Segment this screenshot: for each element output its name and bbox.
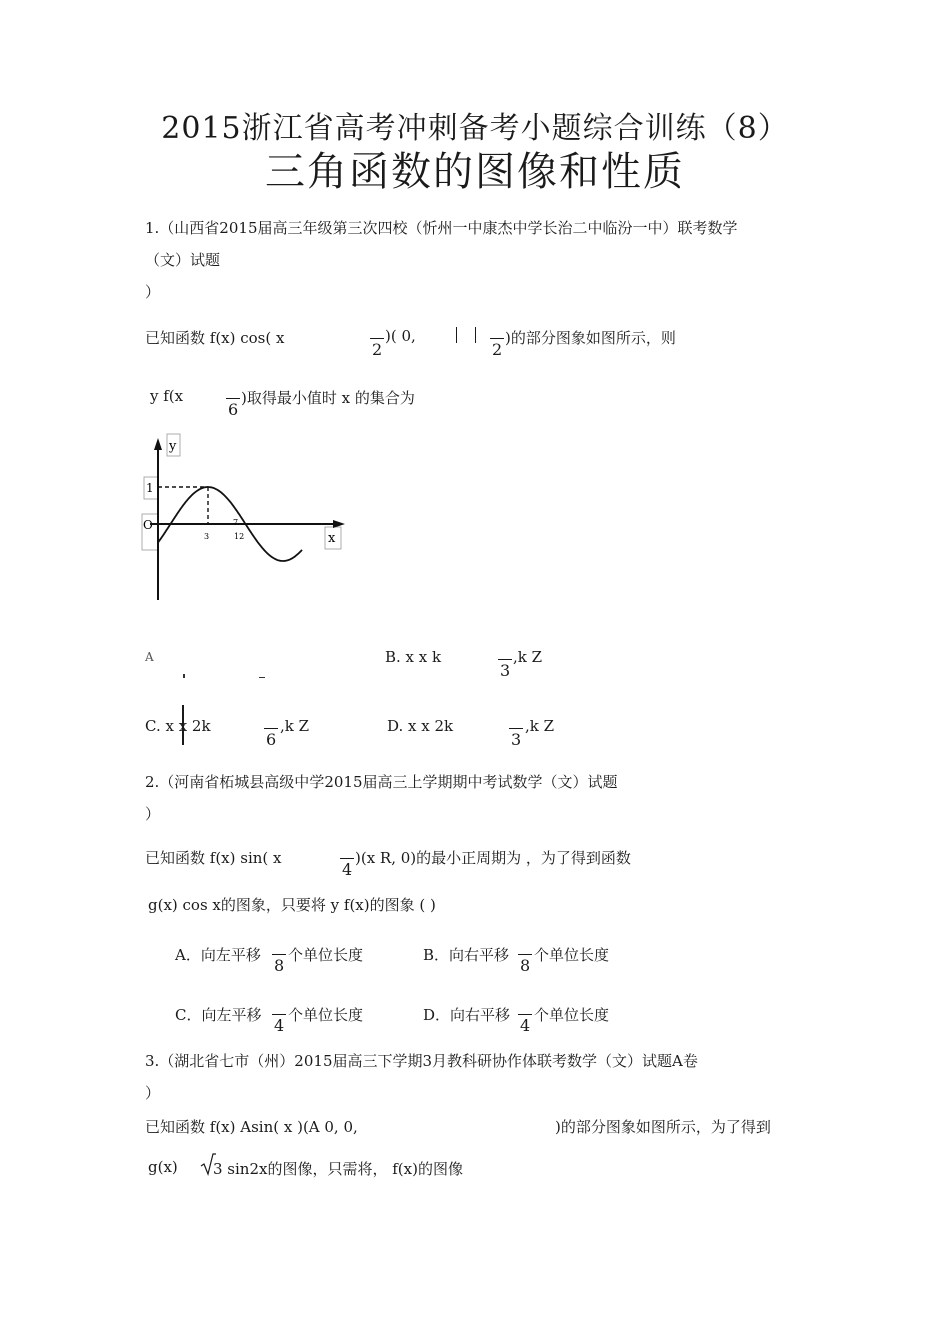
q1-option-c-den: 6	[266, 730, 277, 749]
q2-line2: g(x) cos x的图象，只要将 y f(x)的图象 ( )	[148, 896, 436, 914]
q1-frac-bar	[370, 338, 384, 339]
q3-line2-b: 3 sin2x的图像，只需将， f(x)的图像	[213, 1160, 463, 1178]
q1-source-cont: （文）试题	[145, 251, 221, 269]
q3-line2-a: g(x)	[148, 1158, 178, 1176]
graph-one-label: 1	[146, 481, 154, 495]
page-title: 2015浙江省高考冲刺备考小题综合训练（8）	[161, 111, 789, 146]
q1-abs-bar	[475, 327, 476, 343]
q1-frac-bar	[490, 338, 504, 339]
q2-frac-bar	[272, 1014, 286, 1015]
q2-option-b-tail: 个单位长度	[534, 946, 610, 964]
q1-frac-bar	[498, 659, 512, 660]
q2-option-c-den: 4	[274, 1016, 285, 1035]
q1-option-c: C. x x 2k	[145, 717, 211, 735]
q1-stem-c: )的部分图象如图所示，则	[505, 329, 676, 347]
q1-option-b-tail: ,k Z	[513, 648, 543, 666]
q2-option-a-tail: 个单位长度	[288, 946, 364, 964]
q1-line2-a: y f(x	[150, 387, 184, 405]
q1-option-d-den: 3	[511, 730, 522, 749]
q2-frac-bar	[340, 858, 354, 859]
q2-stem-a: 已知函数 f(x) sin( x	[145, 849, 282, 867]
q1-stem-a: 已知函数 f(x) cos( x	[145, 329, 285, 347]
q2-den-4: 4	[342, 860, 353, 879]
q1-line2-b: )取得最小值时 x 的集合为	[241, 389, 415, 407]
q2-option-d: D．向右平移	[423, 1006, 511, 1024]
q2-frac-bar	[518, 954, 532, 955]
q1-abs-bar	[456, 327, 457, 343]
q2-option-c-tail: 个单位长度	[288, 1006, 364, 1024]
graph-tick-7: 7	[233, 518, 239, 527]
q2-frac-bar	[272, 954, 286, 955]
q2-option-a-den: 8	[274, 956, 285, 975]
q1-option-a-mark	[259, 677, 265, 678]
graph-tick-3: 3	[204, 532, 210, 541]
graph-tick-12: 12	[234, 532, 245, 541]
q1-den-2a: 2	[372, 340, 383, 359]
q3-paren: ）	[145, 1084, 161, 1102]
q1-option-c-tail: ,k Z	[280, 717, 310, 735]
q1-option-d-tail: ,k Z	[525, 717, 555, 735]
q1-option-a-mark	[183, 674, 185, 678]
q2-option-d-den: 4	[520, 1016, 531, 1035]
q1-graph	[140, 432, 360, 612]
q2-stem-b: )(x R, 0)的最小正周期为 ，为了得到函数	[355, 849, 631, 867]
q1-den-2b: 2	[492, 340, 503, 359]
q1-source: 1.（山西省2015届高三年级第三次四校（忻州一中康杰中学长治二中临汾一中）联考数学	[145, 219, 738, 237]
q2-option-b: B．向右平移	[423, 946, 510, 964]
q3-stem-a: 已知函数 f(x) Asin( x )(A 0, 0,	[145, 1118, 358, 1136]
q1-frac-bar	[264, 728, 278, 729]
q1-stem-b: )( 0,	[385, 327, 416, 345]
q1-option-b-den: 3	[500, 661, 511, 680]
q2-option-c: C．向左平移	[175, 1006, 262, 1024]
q1-frac-bar	[509, 728, 523, 729]
graph-origin-label: O	[143, 518, 153, 532]
q3-source: 3.（湖北省七市（州）2015届高三下学期3月教科研协作体联考数学（文）试题A卷	[145, 1052, 698, 1070]
graph-x-label: x	[328, 531, 336, 546]
q1-option-c-bar	[182, 705, 184, 745]
q1-frac-bar	[226, 398, 240, 399]
q2-option-d-tail: 个单位长度	[534, 1006, 610, 1024]
graph-y-arrow	[154, 438, 162, 450]
q1-option-b: B. x x k	[385, 648, 442, 666]
q1-paren: ）	[145, 283, 161, 301]
graph-y-label: y	[169, 439, 177, 454]
q2-option-a: A．向左平移	[175, 946, 261, 964]
page-subtitle: 三角函数的图像和性质	[265, 149, 685, 195]
q2-frac-bar	[518, 1014, 532, 1015]
q1-den-6: 6	[228, 400, 239, 419]
q1-option-d: D. x x 2k	[387, 717, 454, 735]
q3-stem-b: )的部分图象如图所示，为了得到	[555, 1118, 771, 1136]
q1-option-a: A	[145, 650, 154, 664]
q2-option-b-den: 8	[520, 956, 531, 975]
q2-paren: ）	[145, 805, 161, 823]
q2-source: 2.（河南省柘城县高级中学2015届高三上学期期中考试数学（文）试题	[145, 773, 618, 791]
